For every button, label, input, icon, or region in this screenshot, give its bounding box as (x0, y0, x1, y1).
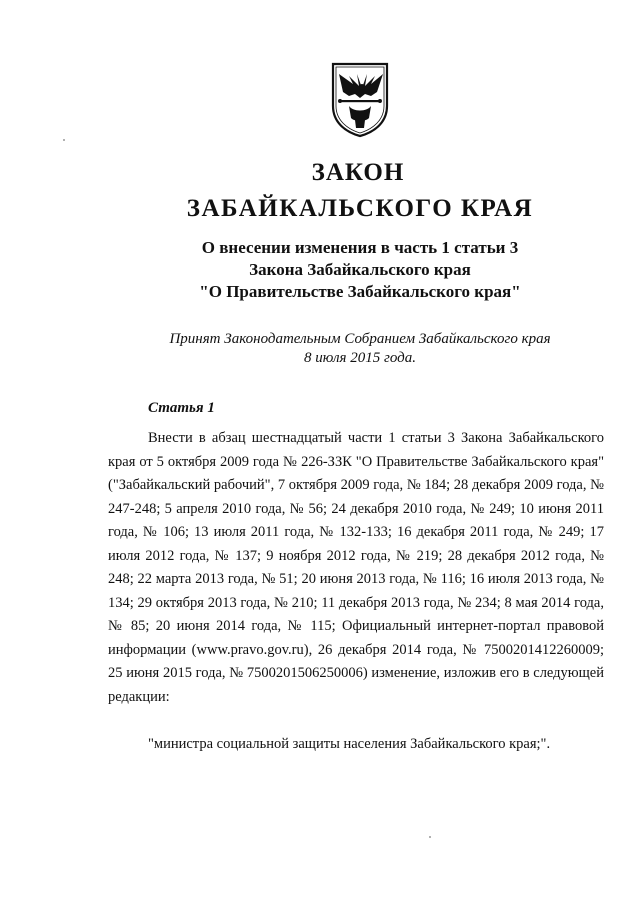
adoption-note (40, 330, 640, 368)
subtitle-line: О внесении изменения в часть 1 статьи 3 (201, 238, 519, 257)
article-paragraph (108, 427, 604, 709)
article-text: Внести в абзац шестнадцатый части 1 статьи 3 Закона Забайкальского края от 5 октября 2009 года № 226-ЗЗК "О Правительстве Забайкальского края" ("Забайкальский рабочий", 7 октября 2009 года, № 184; 28 декабря 2009 года, № 247-248; 5 апреля 2010 года, № 56; 24 декабря 2010 года, № 249; 10 июня 2011 года, № 106; 13 июля 2011 года, № 132-133; 16 декабря 2011 года, № 249; 17 июля 2012 года, № 137; 9 ноября 2012 года, № 219; 28 декабря 2012 года, № 248; 22 марта 2013 года, № 51; 20 июня 2013 года, № 116; 16 июля 2013 года, № 134; 29 октября 2013 года, № 210; 11 декабря 2013 года, № 234; 8 мая 2014 года, № 85; 20 июня 2014 года, № 115; Официальный интернет-портал правовой информации (www.pravo.gov.ru), 26 декабря 2014 года, № 7500201412260009; 25 июня 2015 года, № 7500201506250006) изменение, изложив его в следующей редакции: (108, 430, 604, 705)
subtitle-line: Закона Забайкальского края (249, 260, 471, 279)
subtitle-line: "О Правительстве Забайкальского края" (199, 282, 521, 301)
article-quote: "министра социальной защиты населения Забайкальского края;". (148, 736, 551, 752)
law-region-title: ЗАБАЙКАЛЬСКОГО КРАЯ (186, 195, 534, 222)
coat-of-arms-icon (331, 62, 389, 138)
scan-speck (429, 836, 431, 838)
article-title: Статья 1 (148, 400, 215, 416)
adoption-line: Принят Законодательным Собранием Забайкальского края (169, 331, 551, 347)
law-title: ЗАКОН (311, 159, 405, 186)
law-subtitle (40, 237, 640, 303)
scan-speck (63, 139, 65, 141)
adoption-date: 8 июля 2015 года. (304, 350, 416, 366)
